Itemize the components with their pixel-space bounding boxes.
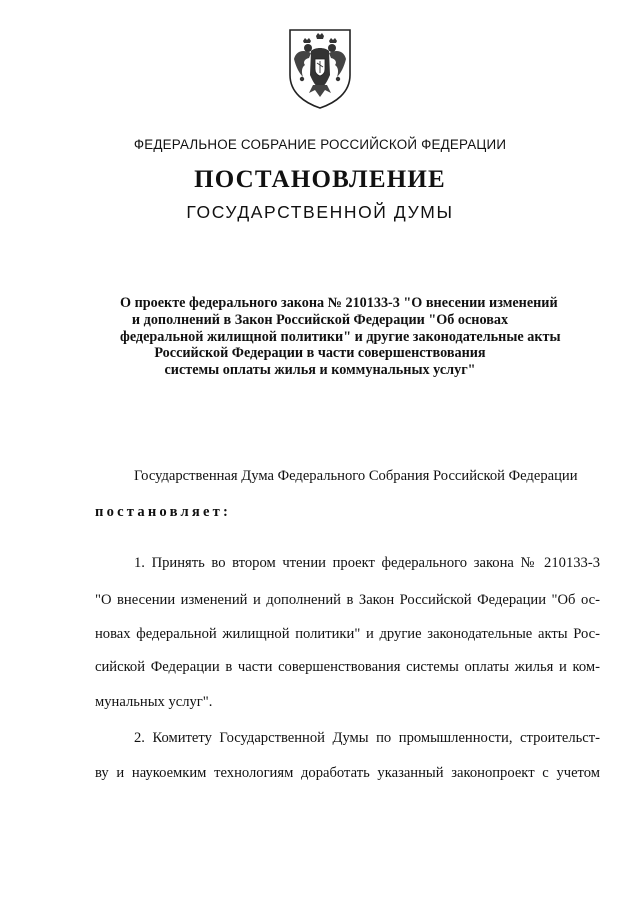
heading-line: системы оплаты жилья и коммунальных услуг" — [164, 362, 476, 379]
item-1-line: новах федеральной жилищной политики" и другие законодательные акты Рос- — [95, 626, 600, 642]
item-1-line: сийской Федерации в части совершенствования системы оплаты жилья и ком- — [95, 659, 600, 675]
assembly-name: ФЕДЕРАЛЬНОЕ СОБРАНИЕ РОССИЙСКОЙ ФЕДЕРАЦИИ — [133, 137, 507, 152]
item-1-line: "О внесении изменений и дополнений в Закон Российской Федерации "Об ос- — [95, 592, 600, 608]
item-2-line: ву и наукоемким технологиям доработать указанный законопроект с учетом — [95, 765, 600, 781]
heading-line: федеральной жилищной политики" и другие законодательные акты — [120, 328, 561, 345]
resolves-word: постановляет: — [95, 504, 232, 520]
item-2-line: 2. Комитету Государственной Думы по промышленности, строительст- — [134, 730, 600, 746]
document-subtitle: ГОСУДАРСТВЕННОЙ ДУМЫ — [186, 202, 454, 222]
item-1-line: 1. Принять во втором чтении проект федерального закона № 210133-3 — [134, 555, 600, 571]
document-title: ПОСТАНОВЛЕНИЕ — [194, 166, 446, 193]
resolution-heading — [120, 295, 561, 379]
item-1-line: мунальных услуг". — [95, 694, 213, 710]
russian-coat-of-arms-icon — [287, 27, 353, 111]
heading-line: О проекте федерального закона № 210133-3 "О внесении изменений — [120, 295, 558, 311]
heading-line: и дополнений в Закон Российской Федерации "Об основах — [131, 311, 509, 328]
intro-paragraph: Государственная Дума Федерального Собрания Российской Федерации — [134, 468, 578, 484]
heading-line: Российской Федерации в части совершенствования — [154, 345, 486, 362]
